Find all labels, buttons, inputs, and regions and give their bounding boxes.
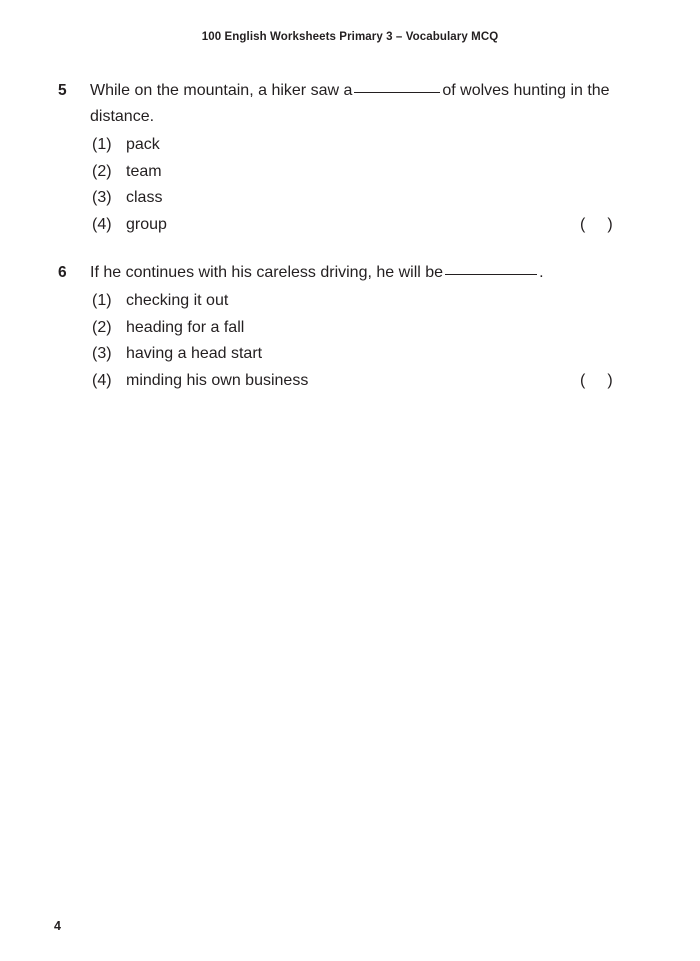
page-number: 4 — [54, 919, 61, 933]
option-marker: (2) — [92, 318, 112, 336]
option-label: having a head start — [126, 345, 263, 362]
option-item[interactable] — [0, 185, 700, 212]
option-list — [0, 132, 700, 238]
option-label: heading for a fall — [126, 318, 245, 336]
question-stem-after-blank: . — [539, 264, 544, 281]
questions-container — [0, 78, 700, 416]
question-stem — [90, 264, 544, 281]
option-marker: (3) — [92, 345, 112, 362]
answer-bracket-close: ) — [607, 215, 613, 233]
option-item[interactable] — [0, 288, 700, 315]
question-stem-before-blank: While on the mountain, a hiker saw a — [90, 82, 353, 99]
question-number: 6 — [58, 264, 67, 281]
option-marker: (2) — [92, 162, 112, 180]
option-item[interactable] — [0, 341, 700, 368]
option-item[interactable] — [0, 315, 700, 342]
option-item[interactable] — [0, 212, 700, 239]
option-list — [0, 288, 700, 394]
option-label: class — [126, 189, 163, 206]
question-stem-after-blank: of wolves hunting in the distance. — [90, 82, 610, 125]
answer-bracket[interactable] — [580, 368, 640, 395]
option-label: team — [126, 162, 162, 180]
option-marker: (3) — [92, 189, 112, 206]
question-number: 5 — [58, 82, 67, 99]
option-label: minding his own business — [126, 371, 309, 389]
question-stem-before-blank: If he continues with his careless driving, he will be — [90, 264, 444, 281]
question-block — [0, 78, 700, 238]
question-stem-row — [0, 78, 700, 130]
answer-bracket-close: ) — [607, 371, 613, 389]
answer-bracket-open: ( — [580, 215, 586, 233]
question-stem — [90, 82, 610, 125]
option-label: group — [126, 215, 167, 233]
question-block — [0, 260, 700, 394]
answer-blank-rule — [445, 274, 537, 275]
option-item[interactable] — [0, 159, 700, 186]
answer-blank-rule — [354, 92, 440, 93]
option-marker: (4) — [92, 371, 112, 389]
option-marker: (1) — [92, 292, 112, 309]
running-header-title: 100 English Worksheets Primary 3 – Vocabulary MCQ — [201, 31, 499, 43]
answer-bracket-open: ( — [580, 371, 586, 389]
option-label: checking it out — [126, 292, 229, 309]
option-item[interactable] — [0, 132, 700, 159]
question-stem-row — [0, 260, 700, 286]
option-item[interactable] — [0, 368, 700, 395]
answer-bracket[interactable] — [580, 212, 640, 239]
option-marker: (4) — [92, 215, 112, 233]
option-marker: (1) — [92, 136, 112, 153]
option-label: pack — [126, 136, 160, 153]
